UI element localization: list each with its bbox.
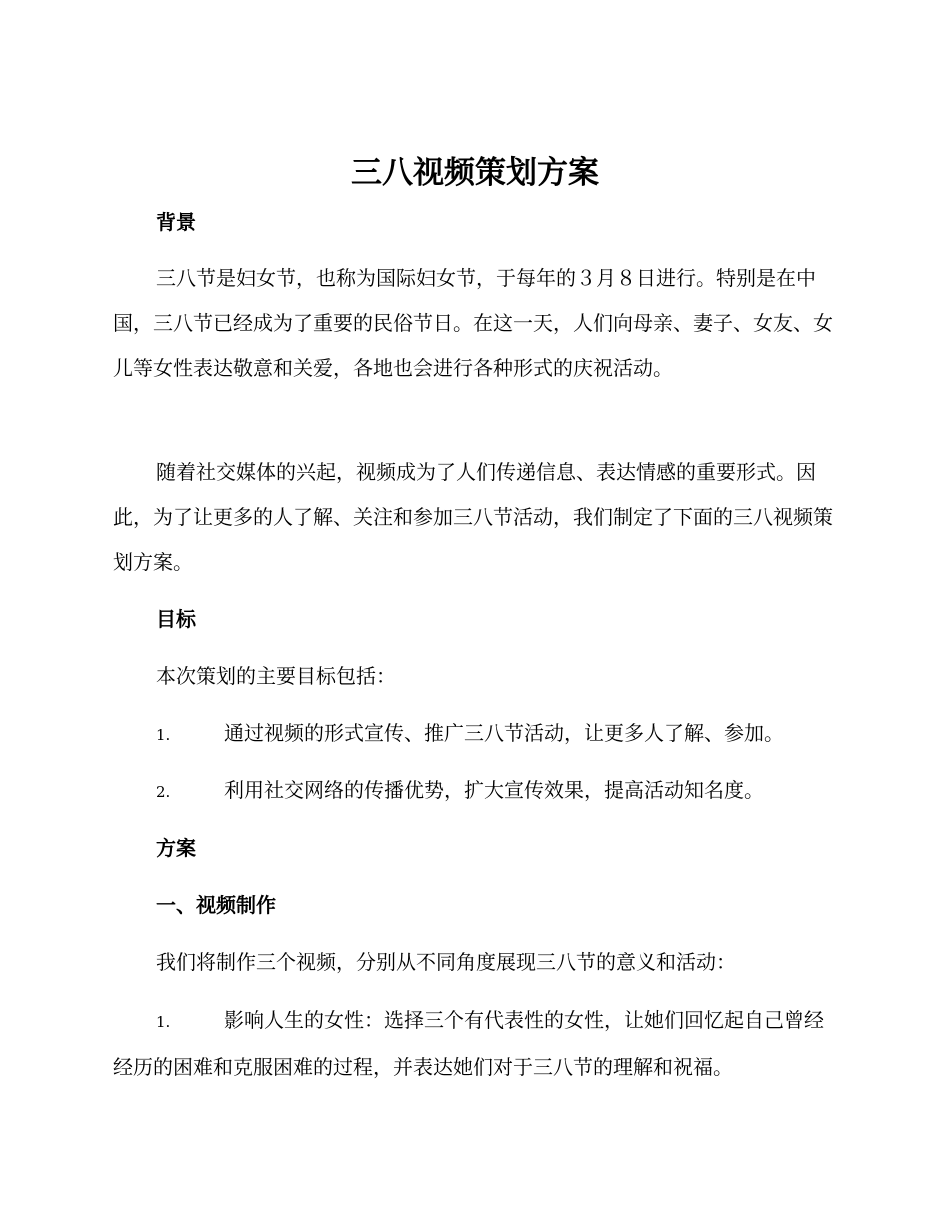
list-number: 2.	[156, 783, 171, 801]
document-title: 三八视频策划方案	[351, 155, 599, 191]
plan-intro: 我们将制作三个视频，分别从不同角度展现三八节的意义和活动：	[156, 950, 736, 974]
subsection-heading-video-production: 一、视频制作	[156, 893, 276, 917]
list-item-text: 影响人生的女性：选择三个有代表性的女性，让她们回忆起自己曾经经历的困难和克服困难的过程，并表达她们对于三八节的理解和祝福。	[113, 1008, 824, 1079]
list-number: 1.	[156, 1013, 171, 1031]
list-number: 1.	[156, 726, 171, 744]
section-heading-plan: 方案	[156, 836, 196, 860]
goals-intro: 本次策划的主要目标包括：	[156, 664, 396, 688]
background-paragraph-1: 三八节是妇女节，也称为国际妇女节，于每年的３月８日进行。特别是在中国，三八节已经成为了重要的民俗节日。在这一天，人们向母亲、妻子、女友、女儿等女性表达敬意和关爱，各地也会进行各种形式的庆祝活动。	[113, 266, 833, 380]
list-item-text: 通过视频的形式宣传、推广三八节活动，让更多人了解、参加。	[224, 721, 784, 745]
goals-list-item-1	[113, 711, 833, 758]
plan-list-item-1	[113, 998, 833, 1090]
goals-list-item-2	[113, 768, 833, 815]
background-paragraph-2: 随着社交媒体的兴起，视频成为了人们传递信息、表达情感的重要形式。因此，为了让更多的人了解、关注和参加三八节活动，我们制定了下面的三八视频策划方案。	[113, 460, 833, 574]
section-heading-background: 背景	[156, 210, 196, 234]
list-item-text: 利用社交网络的传播优势，扩大宣传效果，提高活动知名度。	[224, 778, 764, 802]
section-heading-goals: 目标	[156, 607, 196, 631]
